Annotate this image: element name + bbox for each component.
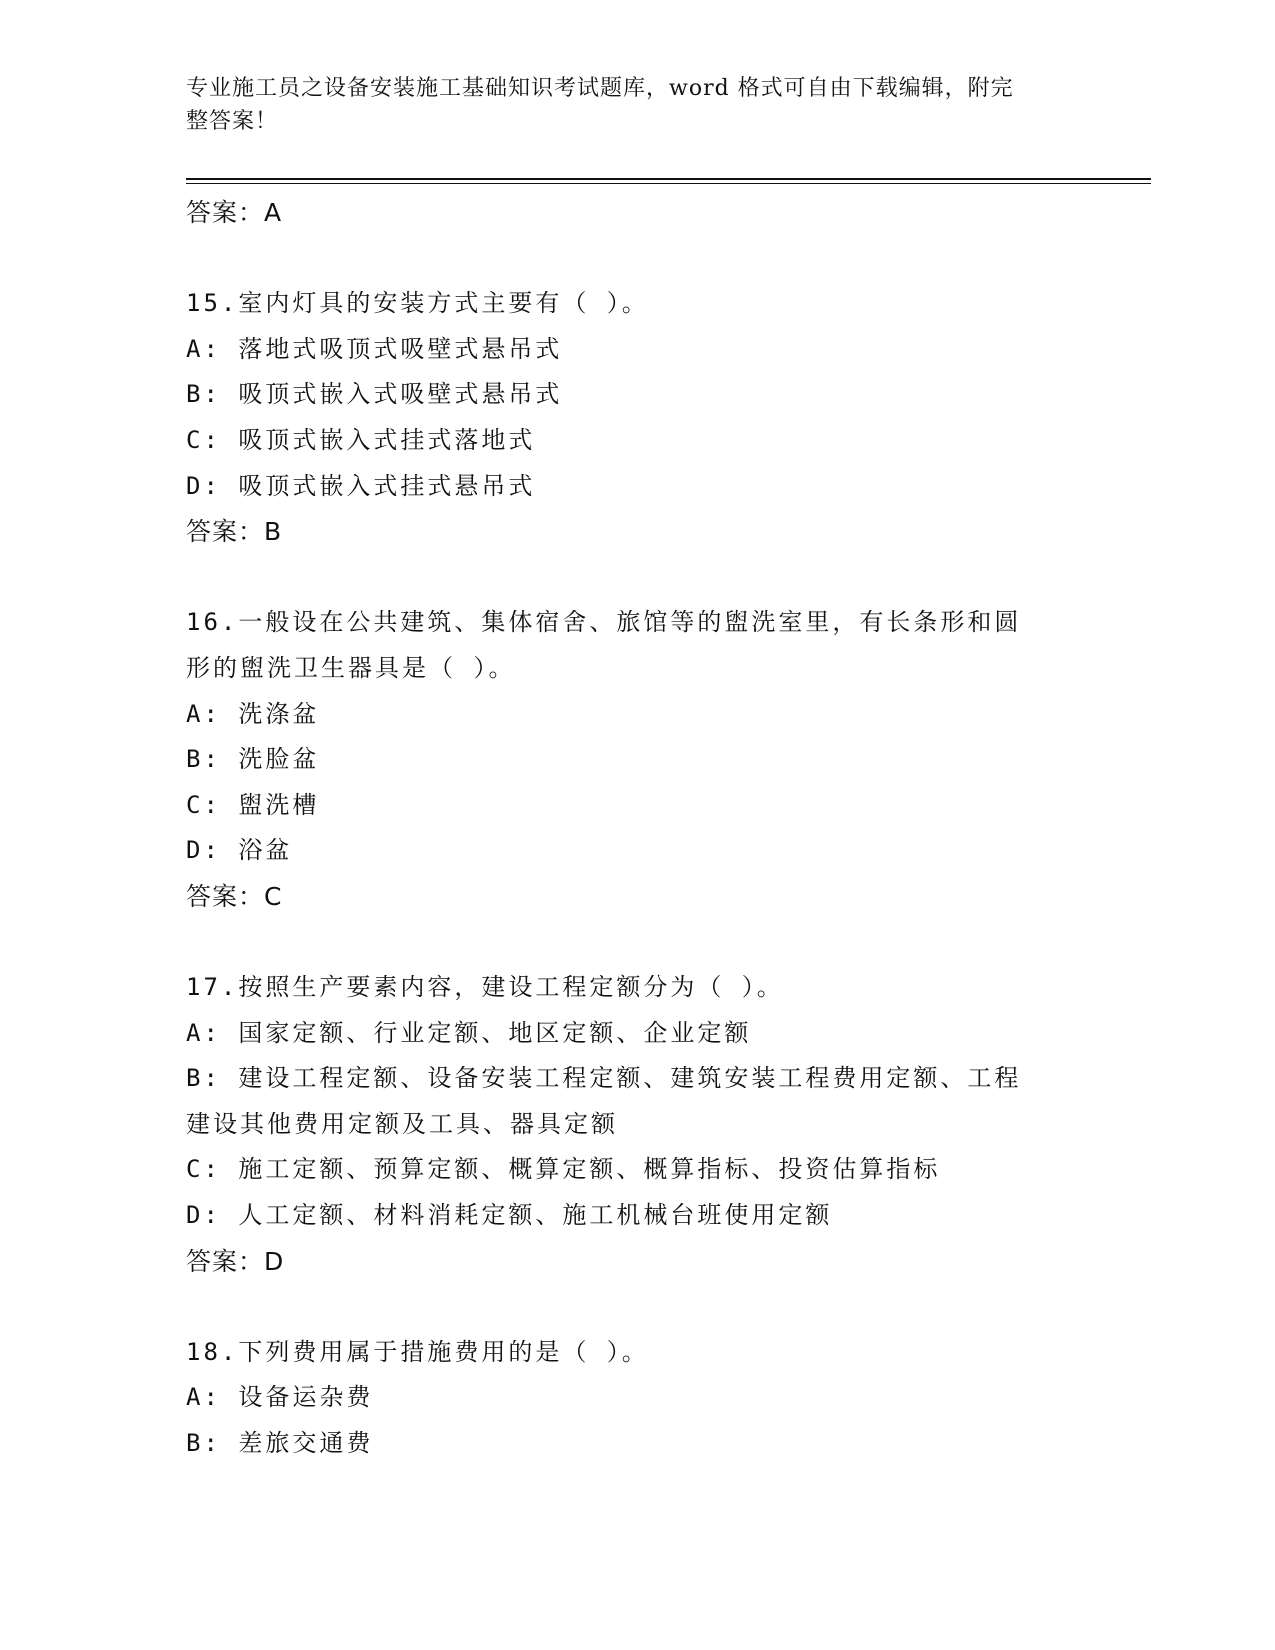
option-line: B: 建设工程定额、设备安装工程定额、建筑安装工程费用定额、工程 <box>186 1064 1022 1093</box>
question-stem-line: 形的盥洗卫生器具是（ ）。 <box>186 653 516 682</box>
option-line: C: 吸顶式嵌入式挂式落地式 <box>186 425 536 454</box>
question-block <box>186 281 1086 555</box>
question-spacer <box>186 555 1086 601</box>
header-line-2: 整答案！ <box>186 109 279 134</box>
option-line: A: 国家定额、行业定额、地区定额、企业定额 <box>186 1018 752 1047</box>
header-divider-thick <box>186 178 1151 180</box>
question-stem-line: 16.一般设在公共建筑、集体宿舍、旅馆等的盥洗室里，有长条形和圆 <box>186 608 1022 637</box>
answer-line: 答案：C <box>186 881 283 911</box>
question-block <box>186 965 1086 1284</box>
question-block <box>186 1330 1086 1467</box>
option-line: A: 设备运杂费 <box>186 1383 374 1412</box>
answer-line: 答案：A <box>186 198 283 227</box>
answer-line: 答案：D <box>186 1246 285 1276</box>
question-stem-line: 18.下列费用属于措施费用的是（ ）。 <box>186 1337 649 1366</box>
option-line: A: 洗涤盆 <box>186 699 320 728</box>
question-block <box>186 600 1086 919</box>
option-line: 建设其他费用定额及工具、器具定额 <box>186 1109 618 1138</box>
option-line: C: 施工定额、预算定额、概算定额、概算指标、投资估算指标 <box>186 1155 941 1184</box>
question-stem-line: 15.室内灯具的安装方式主要有（ ）。 <box>186 289 649 318</box>
option-line: D: 吸顶式嵌入式挂式悬吊式 <box>186 471 536 500</box>
question-spacer <box>186 920 1086 966</box>
question-list <box>186 190 1086 1467</box>
option-line: B: 吸顶式嵌入式吸壁式悬吊式 <box>186 380 563 409</box>
question-spacer <box>186 236 1086 282</box>
document-header <box>186 72 1066 138</box>
option-line: C: 盥洗槽 <box>186 790 320 819</box>
answer-line: 答案：B <box>186 517 283 547</box>
header-divider-thin <box>186 183 1151 184</box>
option-line: B: 差旅交通费 <box>186 1429 374 1458</box>
option-line: D: 人工定额、材料消耗定额、施工机械台班使用定额 <box>186 1201 833 1230</box>
question-stem-line: 17.按照生产要素内容，建设工程定额分为（ ）。 <box>186 973 784 1002</box>
question-spacer <box>186 1284 1086 1330</box>
header-line-1: 专业施工员之设备安装施工基础知识考试题库，word 格式可自由下载编辑，附完 <box>186 76 1014 101</box>
option-line: D: 浴盆 <box>186 836 293 865</box>
option-line: A: 落地式吸顶式吸壁式悬吊式 <box>186 334 563 363</box>
option-line: B: 洗脸盆 <box>186 745 320 774</box>
